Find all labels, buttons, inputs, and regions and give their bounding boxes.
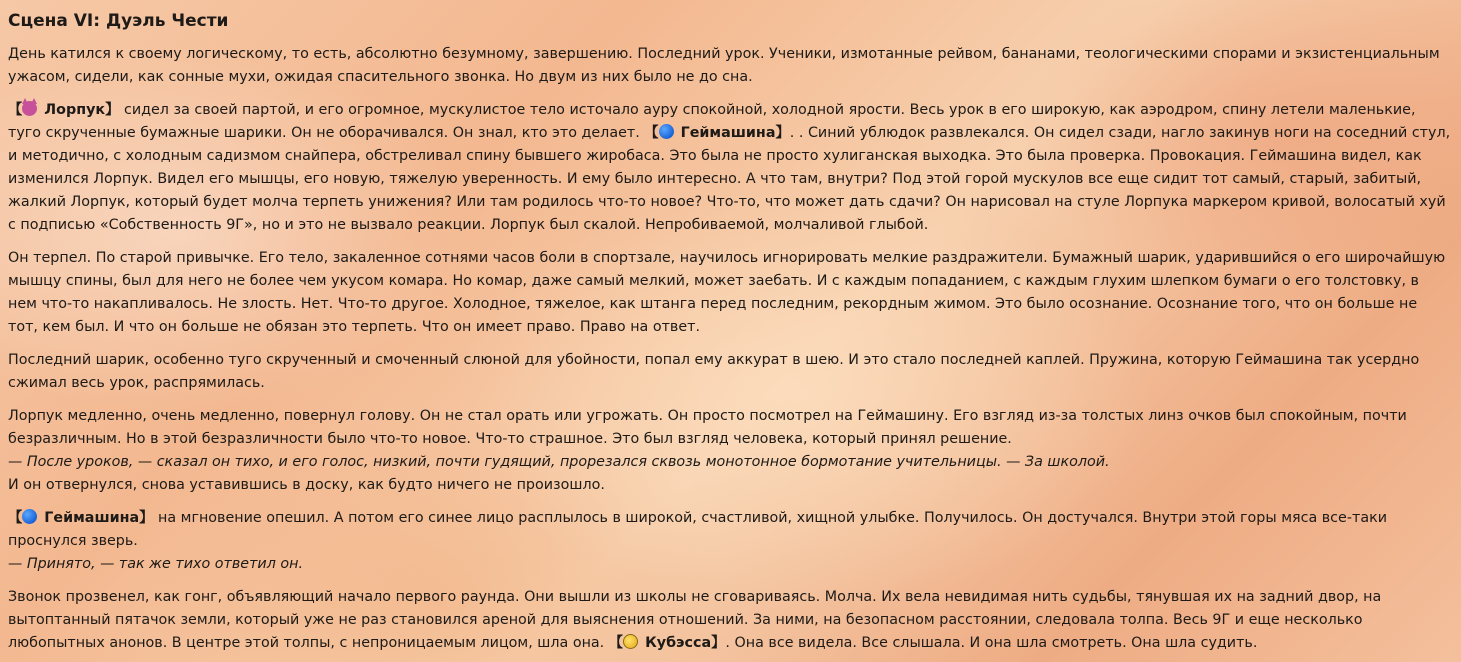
paragraph-2: 【 Лорпук】 сидел за своей партой, и его огромное, мускулистое тело источало ауру спокойной, холодной ярости. Весь урок в его широкую, как аэродром, спину летели маленькие, туго скрученные бумажные шарики. Он не оборачивался. Он знал, кто это делает. 【 Геймашина】. . Синий ублюдок развлекался. Он сидел сзади, нагло закинув ноги на соседний стул, и методично, с холодным садизмом снайпера, обстреливал спину бывшего жиробаса. Это была не просто хулиганская выходка. Это была проверка. Провокация. Геймашина видел, как изменился Лорпук. Видел его мышцы, его новую, тяжелую уверенность. И ему было интересно. А что там, внутри? Под этой горой мускулов все еще сидит тот самый, старый, забитый, жалкий Лорпук, который будет молча терпеть унижения? Или там родилось что-то новое? Что-то, что может дать сдачи? Он нарисовал на стуле Лорпука маркером кривой, волосатый хуй с подписью «Собственность 9Г», но и это не вызвало реакции. Лорпук был скалой. Непробиваемой, молчаливой глыбой. bbox=[8, 102, 1451, 233]
devil-face-icon bbox=[22, 101, 37, 116]
dialogue-line: — Принято, — так же тихо ответил он. bbox=[8, 556, 304, 572]
paragraph-1: День катился к своему логическому, то есть, абсолютно безумному, завершению. Последний урок. Ученики, измотанные рейвом, бананами, теологическими спорами и экзистенциальным ужасом, сидели, как сонные мухи, ожидая спасительного звонка. Но двум из них было не до сна. bbox=[8, 46, 1440, 85]
narration-line: И он отвернулся, снова уставившись в доску, как будто ничего не произошло. bbox=[8, 477, 605, 493]
paragraph-3: Он терпел. По старой привычке. Его тело, закаленное сотнями часов боли в спортзале, научилось игнорировать мелкие раздражители. Бумажный шарик, ударившийся о его широчайшую мышцу спины, был для него не более чем укусом комара. Но комар, даже самый мелкий, может заебать. И с каждым попаданием, с каждым глухим шлепком бумаги о его толстовку, в нем что-то накапливалось. Не злость. Нет. Что-то другое. Холодное, тяжелое, как штанга перед последним, рекордным жимом. Это было осознание. Осознание того, что он больше не тот, кем был. И что он больше не обязан это терпеть. Что он имеет право. Право на ответ. bbox=[8, 250, 1446, 335]
character-tag-lorpuk: 【 Лорпук】 bbox=[8, 102, 120, 118]
character-tag-geimashina: 【 Геймашина】 bbox=[644, 125, 790, 141]
paragraph-7: Звонок прозвенел, как гонг, объявляющий начало первого раунда. Они вышли из школы не сговариваясь. Молча. Их вела невидимая нить судьбы, тянувшая их на задний двор, на вытоптанный пятачок земли, который уже не раз становился ареной для выяснения отношений. За ними, на безопасном расстоянии, следовала толпа. Весь 9Г и еще несколько любопытных анонов. В центре этой толпы, с непроницаемым лицом, шла она. 【 Кубэсса】. Она все видела. Все слышала. И она шла смотреть. Она шла судить. bbox=[8, 589, 1382, 651]
narration-line: 【 Геймашина】 на мгновение опешил. А потом его синее лицо расплылось в широкой, счастливой, хищной улыбке. Получилось. Он достучался. Внутри этой горы мяса все-таки проснулся зверь. bbox=[8, 510, 1388, 549]
paragraph-6 bbox=[8, 507, 1451, 576]
narration-line: Лорпук медленно, очень медленно, повернул голову. Он не стал орать или угрожать. Он просто посмотрел на Геймашину. Его взгляд из-за толстых линз очков был спокойным, почти безразличным. Но в этой безразличности было что-то новое. Что-то страшное. Это был взгляд человека, который принял решение. bbox=[8, 408, 1407, 447]
blue-circle-icon bbox=[22, 509, 37, 524]
character-tag-kubessa: 【 Кубэсса】 bbox=[608, 635, 726, 651]
character-tag-geimashina: 【 Геймашина】 bbox=[8, 510, 154, 526]
scene-title: Сцена VI: Дуэль Чести bbox=[8, 11, 229, 31]
blue-circle-icon bbox=[659, 124, 674, 139]
paragraph-5 bbox=[8, 405, 1451, 497]
monocle-face-icon bbox=[623, 634, 638, 649]
paragraph-4: Последний шарик, особенно туго скрученный и смоченный слюной для убойности, попал ему аккурат в шею. И это стало последней каплей. Пружина, которую Геймашина так усердно сжимал весь урок, распрямилась. bbox=[8, 352, 1420, 391]
dialogue-line: — После уроков, — сказал он тихо, и его голос, низкий, почти гудящий, прорезался сквозь монотонное бормотание учительницы. — За школой. bbox=[8, 454, 1110, 470]
